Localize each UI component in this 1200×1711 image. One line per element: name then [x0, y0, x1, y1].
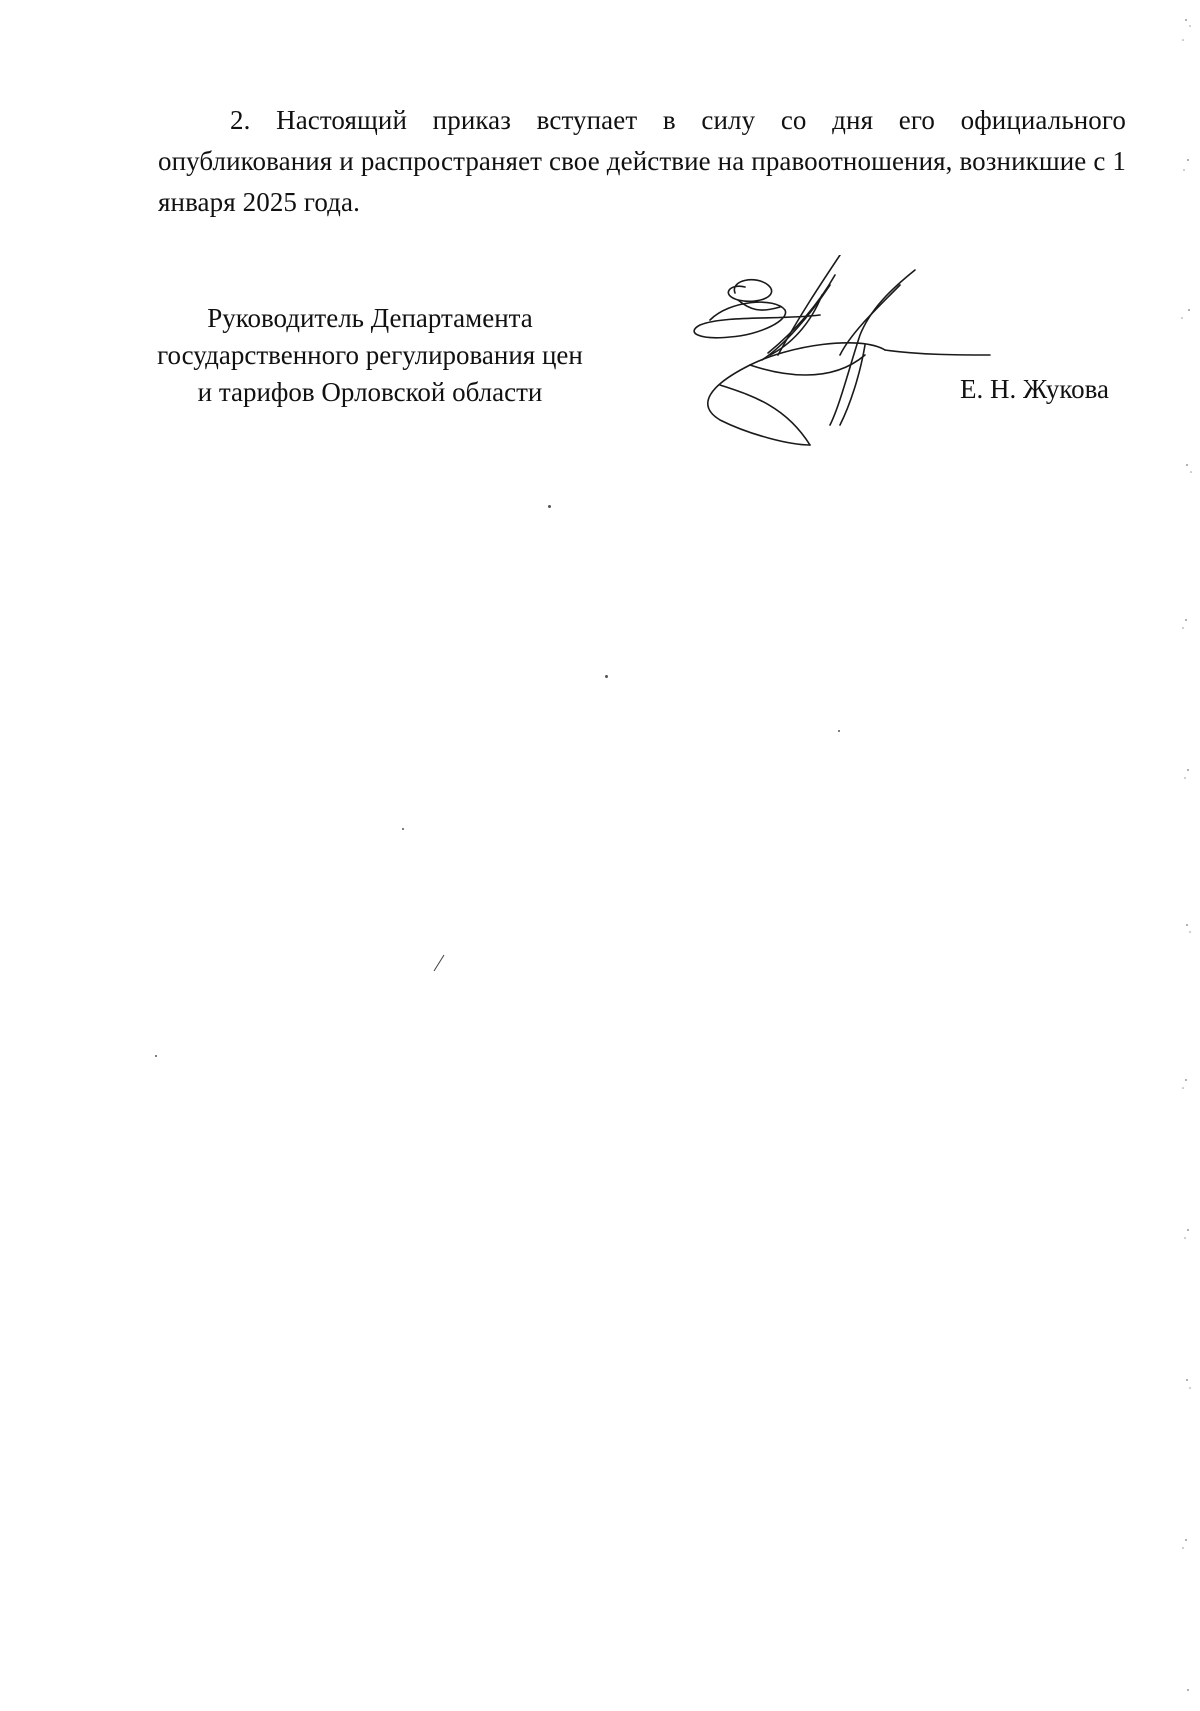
scan-speck — [838, 730, 840, 732]
scan-speck — [548, 505, 551, 508]
signatory-position — [140, 300, 600, 411]
scan-speck — [605, 675, 608, 678]
signatory-title-line-3: и тарифов Орловской области — [197, 377, 543, 407]
scan-stroke-mark — [432, 953, 446, 973]
handwritten-signature — [690, 255, 1050, 495]
scan-speck — [402, 828, 404, 830]
signatory-title-line-2: государственного регулирования цен — [157, 340, 583, 370]
scan-speck — [155, 1055, 157, 1057]
signatory-title-line-1: Руководитель Департамента — [207, 303, 533, 333]
scan-edge-noise — [1176, 0, 1200, 1711]
signer-name: Е. Н. Жукова — [960, 374, 1109, 404]
clause-2-paragraph: 2. Настоящий приказ вступает в силу со дня его официального опубликования и распространяет свое действие на правоотношения, возникшие с 1 января 2025 года. — [158, 105, 1126, 217]
